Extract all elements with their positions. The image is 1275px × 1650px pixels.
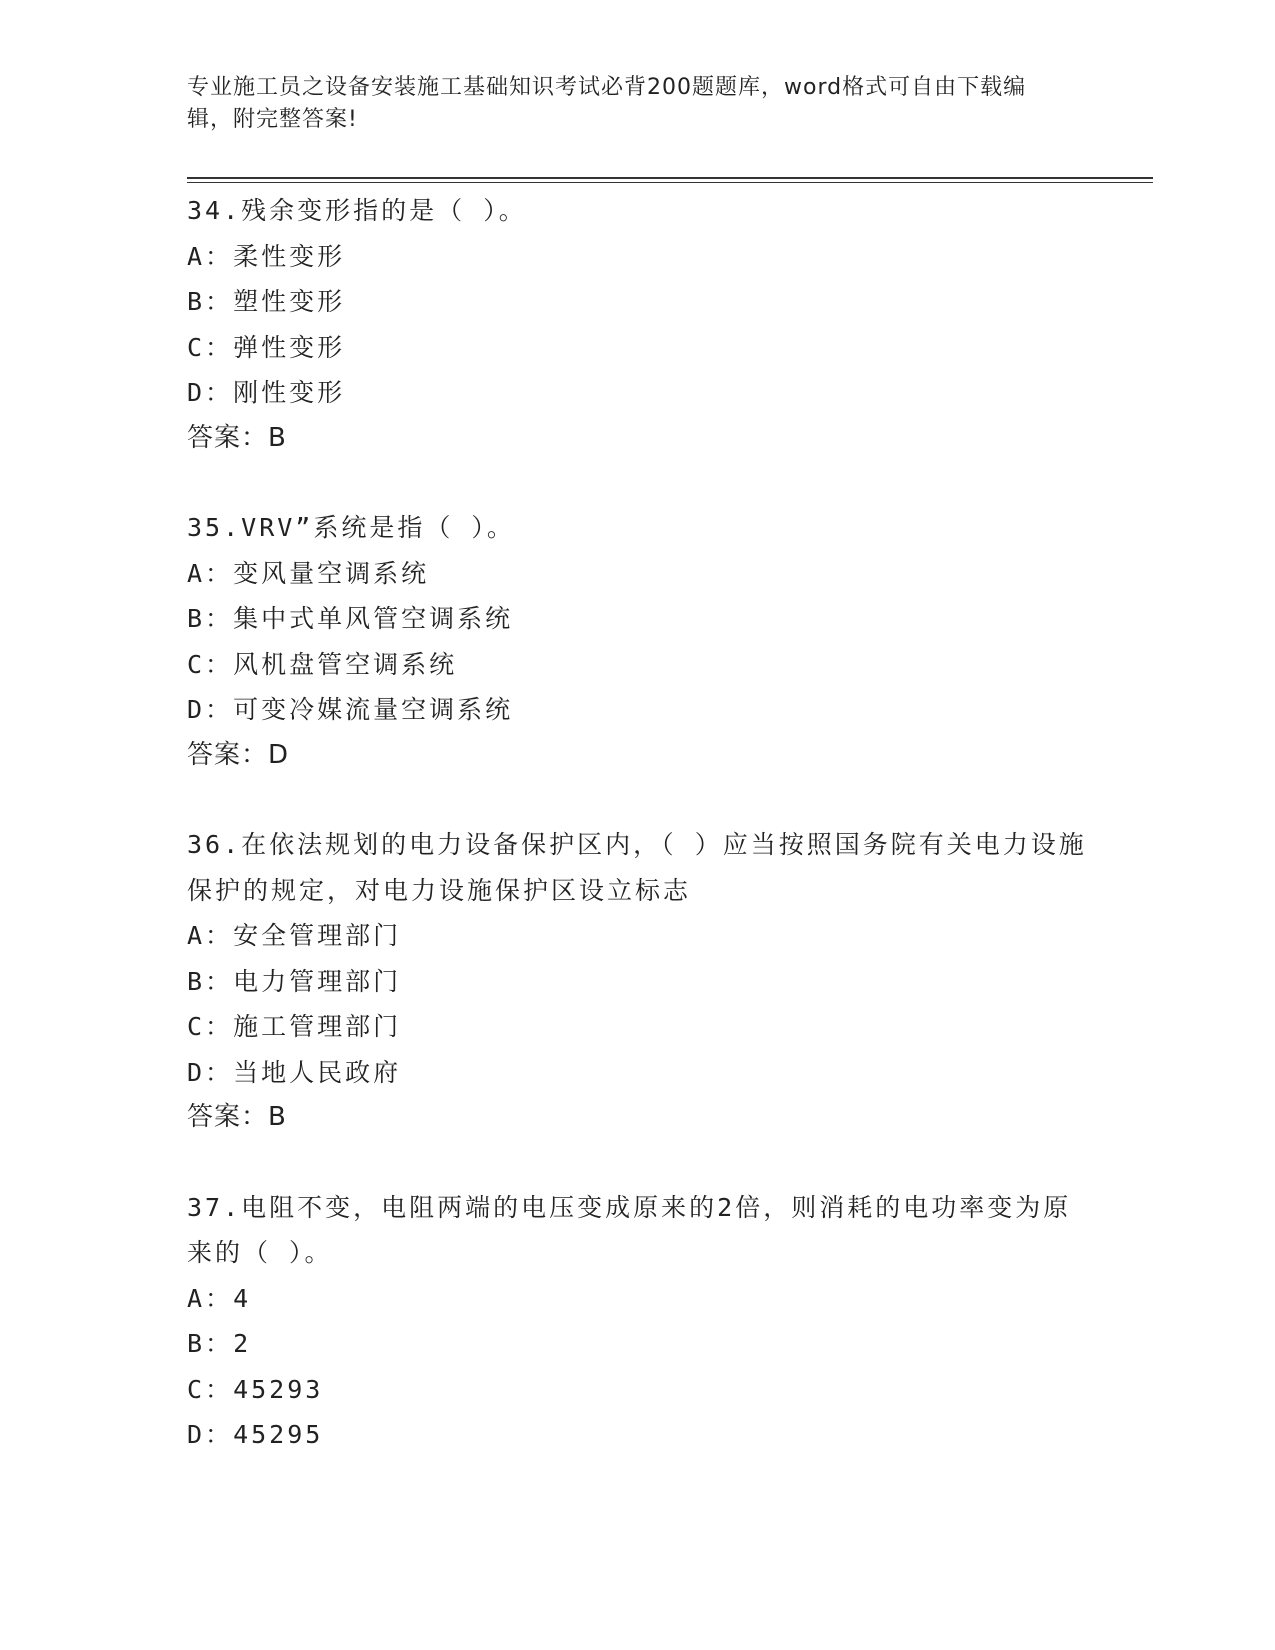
header-divider-thin [187, 182, 1153, 183]
question-text: 34.残余变形指的是（ ）。 [187, 196, 527, 225]
option-text: 安全管理部门 [233, 921, 402, 950]
option-d [187, 1412, 1087, 1458]
option-text: 柔性变形 [233, 241, 346, 271]
option-letter: C： [187, 332, 234, 362]
option-b [187, 596, 1087, 642]
option-a [187, 913, 1087, 959]
option-letter: B： [187, 287, 234, 316]
option-letter: C： [187, 649, 234, 679]
option-letter: C： [187, 1374, 234, 1404]
option-a [187, 1276, 1087, 1322]
option-letter: D： [187, 695, 234, 724]
option-text: 变风量空调系统 [233, 558, 430, 588]
option-letter: A： [187, 558, 234, 588]
question-text: 36.在依法规划的电力设备保护区内，（ ）应当按照国务院有关电力设施保护的规定，对电力设施保护区设立标志 [187, 830, 1087, 905]
question-item [187, 1185, 1087, 1458]
option-b [187, 279, 1087, 325]
option-text: 刚性变形 [233, 378, 346, 407]
option-d [187, 1050, 1087, 1096]
option-d [187, 687, 1087, 733]
answer-line: 答案：B [187, 422, 287, 453]
option-c [187, 642, 1087, 688]
option-letter: D： [187, 378, 234, 407]
option-text: 当地人民政府 [233, 1057, 402, 1087]
option-letter: A： [187, 921, 234, 950]
question-list [187, 188, 1087, 1502]
option-text: 电力管理部门 [233, 966, 402, 996]
option-text: 4 [233, 1283, 252, 1313]
option-text: 45293 [233, 1374, 324, 1404]
option-letter: C： [187, 1012, 234, 1041]
option-text: 弹性变形 [233, 332, 346, 362]
option-letter: B： [187, 966, 234, 996]
question-text: 35.VRV”系统是指（ ）。 [187, 513, 515, 542]
option-b [187, 959, 1087, 1005]
option-c [187, 325, 1087, 371]
option-a [187, 551, 1087, 597]
question-item [187, 505, 1087, 778]
option-text: 施工管理部门 [233, 1012, 402, 1041]
document-header-title: 专业施工员之设备安装施工基础知识考试必背200题题库，word格式可自由下载编辑，附完整答案! [187, 75, 1027, 132]
option-text: 2 [233, 1329, 252, 1358]
question-text: 37.电阻不变，电阻两端的电压变成原来的2倍，则消耗的电功率变为原来的（ ）。 [187, 1192, 1072, 1267]
answer-line: 答案：B [187, 1102, 287, 1132]
option-text: 塑性变形 [233, 287, 346, 316]
question-item [187, 822, 1087, 1141]
option-text: 45295 [233, 1420, 324, 1449]
option-c [187, 1367, 1087, 1413]
option-letter: D： [187, 1420, 234, 1449]
option-text: 风机盘管空调系统 [233, 649, 458, 679]
option-letter: D： [187, 1057, 234, 1087]
option-b [187, 1321, 1087, 1367]
option-d [187, 370, 1087, 416]
option-c [187, 1004, 1087, 1050]
header-divider-thick [187, 177, 1153, 179]
option-letter: A： [187, 1283, 234, 1313]
option-letter: B： [187, 604, 234, 633]
question-item [187, 188, 1087, 461]
option-letter: B： [187, 1329, 234, 1358]
answer-line: 答案：D [187, 739, 290, 770]
option-text: 可变冷媒流量空调系统 [233, 695, 514, 724]
option-letter: A： [187, 241, 234, 271]
option-text: 集中式单风管空调系统 [233, 604, 514, 633]
option-a [187, 234, 1087, 280]
